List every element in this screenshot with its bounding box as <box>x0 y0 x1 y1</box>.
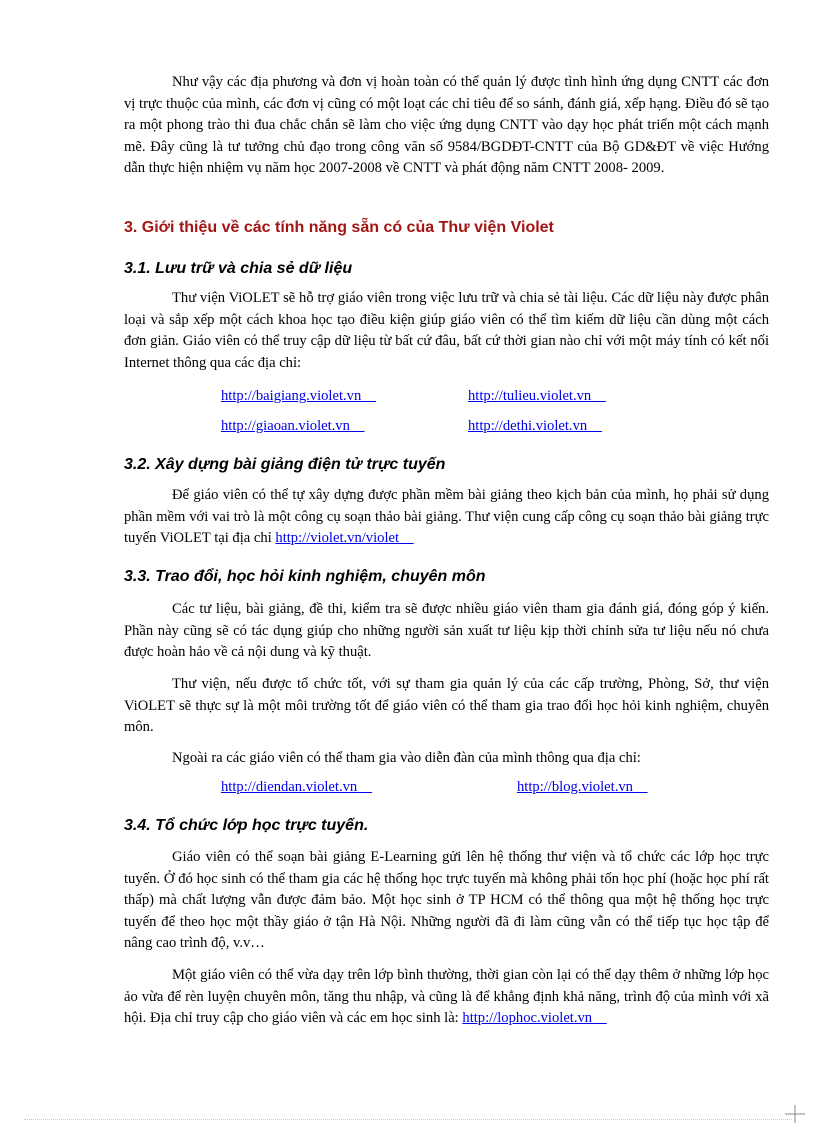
link-dethi[interactable]: http://dethi.violet.vn <box>468 418 588 434</box>
subsection-heading-3-3: 3.3. Trao đổi, học hỏi kinh nghiệm, chuyên môn <box>124 568 486 585</box>
link-giaoan[interactable]: http://giaoan.violet.vn <box>221 418 350 434</box>
link-blog[interactable]: http://blog.violet.vn <box>517 779 633 795</box>
paragraph-3-3-c: Ngoài ra các giáo viên có thể tham gia vào diễn đàn của mình thông qua địa chỉ: <box>172 750 641 766</box>
section-heading-3: 3. Giới thiệu về các tính năng sẵn có của Thư viện Violet <box>124 219 554 236</box>
paragraph-3-1: Thư viện ViOLET sẽ hỗ trợ giáo viên trong việc lưu trữ và chia sẻ tài liệu. Các dữ liệu này được phân loại và sắp xếp một cách khoa học tạo điều kiện giúp giáo viên có thể tìm kiếm dữ liệu cần dùng một cách đơn giản. Giáo viên có thể truy cập dữ liệu từ bất cứ đâu, bất cứ thời gian nào chỉ với một máy tính có kết nối Internet thông qua các địa chỉ: <box>124 290 769 371</box>
link-violet[interactable]: http://violet.vn/violet <box>275 530 400 546</box>
subsection-heading-3-2: 3.2. Xây dựng bài giảng điện tử trực tuyến <box>124 456 446 473</box>
corner-crop-mark-icon <box>785 1105 805 1123</box>
paragraph-3-2-text: Để giáo viên có thể tự xây dựng được phần mềm bài giảng theo kịch bản của mình, họ phải sử dụng phần mềm với vai trò là một công cụ soạn thảo bài giảng. Thư viện cung cấp công cụ soạn thảo bài giảng trực tuyến ViOLET tại địa chỉ <box>124 487 769 546</box>
paragraph-3-3-a: Các tư liệu, bài giảng, đề thi, kiểm tra sẽ được nhiều giáo viên tham gia đánh giá, đóng góp ý kiến. Phần này cũng sẽ có tác dụng giúp cho những người sản xuất tư liệu kịp thời chỉnh sửa tư liệu nếu nó chưa được hoàn hảo về cả nội dung và kỹ thuật. <box>124 601 769 660</box>
link-lophoc[interactable]: http://lophoc.violet.vn <box>462 1010 593 1026</box>
subsection-heading-3-4: 3.4. Tổ chức lớp học trực tuyến. <box>124 817 369 834</box>
paragraph-3-4-b <box>124 965 769 1030</box>
link-tulieu[interactable]: http://tulieu.violet.vn <box>468 388 592 404</box>
link-diendan[interactable]: http://diendan.violet.vn <box>221 779 358 795</box>
page-bottom-divider <box>24 1119 792 1120</box>
subsection-heading-3-1: 3.1. Lưu trữ và chia sẻ dữ liệu <box>124 260 353 277</box>
link-baigiang[interactable]: http://baigiang.violet.vn <box>221 388 362 404</box>
paragraph-3-2 <box>124 485 769 550</box>
paragraph-3-3-b: Thư viện, nếu được tổ chức tốt, với sự tham gia quản lý của các cấp trường, Phòng, Sở, thư viện ViOLET sẽ thực sự là một môi trường tốt để giáo viên có thể tham gia trao đổi học hỏi kinh nghiệm, chuyên môn. <box>124 676 769 735</box>
paragraph-intro: Như vậy các địa phương và đơn vị hoàn toàn có thể quản lý được tình hình ứng dụng CNTT các đơn vị trực thuộc của mình, các đơn vị cũng có một loạt các chỉ tiêu để so sánh, đánh giá, xếp hạng. Điều đó sẽ tạo ra một phong trào thi đua chắc chắn sẽ làm cho việc ứng dụng CNTT vào dạy học phát triển một cách mạnh mẽ. Đây cũng là tư tưởng chủ đạo trong công văn số 9584/BGDĐT-CNTT của Bộ GD&ĐT về việc Hướng dẫn thực hiện nhiệm vụ năm học 2007-2008 về CNTT và phát động năm CNTT 2008- 2009. <box>124 74 769 176</box>
paragraph-3-4-a: Giáo viên có thể soạn bài giảng E-Learning gửi lên hệ thống thư viện và tổ chức các lớp học trực tuyến. Ở đó học sinh có thể tham gia các hệ thống học trực tuyến mà không phải tốn học phí (hoặc học phí rất thấp) mà chất lượng vẫn được đảm bảo. Một học sinh ở TP HCM có thể thông qua một hệ thống học trực tuyến để theo học một thầy giáo ở tận Hà Nội. Những người đã đi làm cũng vẫn có thể tiếp tục học tập để nâng cao trình độ, v.v… <box>124 849 769 951</box>
paragraph-3-4-b-text: Một giáo viên có thể vừa dạy trên lớp bình thường, thời gian còn lại có thể dạy thêm ở những lớp học ảo vừa để rèn luyện chuyên môn, tăng thu nhập, và cũng là để khẳng định khả năng, trình độ của mình với xã hội. Địa chỉ truy cập cho giáo viên và các em học sinh là: <box>124 967 769 1026</box>
